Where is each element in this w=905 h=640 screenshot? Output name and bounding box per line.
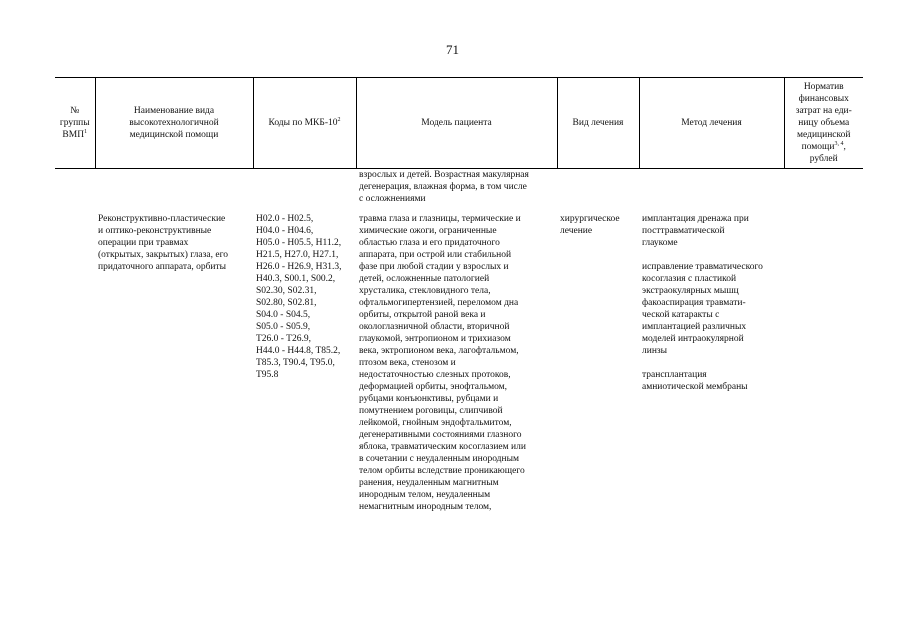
cell-cost	[784, 213, 863, 513]
header-text-line: медицинской помощи	[129, 130, 219, 140]
header-treatment-type	[557, 78, 639, 169]
cell-treatment	[557, 169, 639, 214]
cell-text-line: H21.5, H27.0, H27.1,	[256, 250, 339, 260]
cell-text-line: инородным телом, неудаленным	[359, 490, 491, 500]
cell-text-line: детей, осложненные патологией	[359, 274, 490, 284]
header-text-line: высокотехнологичной	[129, 118, 219, 128]
cell-text-line: офтальмогипертензией, переломом дна	[359, 298, 519, 308]
method-text-line: экстраокулярных мышц	[642, 286, 739, 296]
header-text-line: затрат на еди-	[795, 106, 852, 116]
header-text-line: медицинской	[797, 130, 851, 140]
cell-text-line: века, эктропионом века, лагофтальмом,	[359, 346, 519, 356]
header-treatment-method	[639, 78, 784, 169]
cell-text-line: H05.0 - H05.5, H11.2,	[256, 238, 342, 248]
cell-text-line: S04.0 - S04.5,	[256, 310, 311, 320]
cell-text-line: травма глаза и глазницы, термические и	[359, 214, 521, 224]
cell-text-line: и оптико-реконструктивные	[98, 226, 212, 236]
cell-text-line: S02.30, S02.31,	[256, 286, 317, 296]
cell-method	[639, 169, 784, 214]
cell-text-line: (открытых, закрытых) глаза, его	[98, 250, 228, 260]
cell-text-line: орбиты, открытой раной века и	[359, 310, 486, 320]
cell-text-line: деформацией орбиты, энофтальмом,	[359, 382, 508, 392]
footnote-marker: 2	[337, 116, 341, 123]
cell-text-line: дегенерация, влажная форма, в том числе	[359, 182, 527, 192]
method-text-line: имплантацией различных	[642, 322, 747, 332]
header-cost-standard	[784, 78, 863, 169]
cell-text-line: хирургическое	[560, 214, 620, 224]
header-text-line: Метод лечения	[681, 118, 742, 128]
cell-text-line: в сочетании с неудаленным инородным	[359, 454, 519, 464]
cell-text-line: рубцами конъюнктивы, рубцами и	[359, 394, 499, 404]
cell-text-line: T85.3, T90.4, T95.0,	[256, 358, 335, 368]
cell-text-line: H04.0 - H04.6,	[256, 226, 314, 236]
cell-text-line: операции при травмах	[98, 238, 189, 248]
cell-text-line: фазе при любой стадии у взрослых и	[359, 262, 509, 272]
cell-text-line: S02.80, S02.81,	[256, 298, 317, 308]
cell-text-line: телом орбиты вследствие проникающего	[359, 466, 525, 476]
cell-treatment	[557, 213, 639, 513]
method-text-line: трансплантация	[642, 370, 707, 380]
page-number: 71	[446, 42, 459, 57]
header-text-line: Вид лечения	[572, 118, 624, 128]
header-patient-model	[356, 78, 557, 169]
footnote-marker: 3, 4	[834, 140, 844, 147]
cell-text-line: яблока, травматическим косоглазием или	[359, 442, 526, 452]
cell-text-line: с осложнениями	[359, 194, 426, 204]
method-text-line: амниотической мембраны	[642, 382, 748, 392]
cell-text-line: S05.0 - S05.9,	[256, 322, 311, 332]
cell-text-line: химические ожоги, ограниченные	[359, 226, 497, 236]
header-text-line: ВМП$^1$	[62, 128, 88, 140]
cell-text-line: H26.0 - H26.9, H31.3,	[256, 262, 342, 272]
footnote-marker: 1	[84, 128, 88, 135]
header-text-line: Модель пациента	[421, 118, 492, 128]
cell-codes	[253, 213, 356, 513]
vmp-table	[55, 77, 863, 513]
paragraph-gap	[642, 357, 781, 369]
cell-text-line: помутнением роговицы, слипчивой	[359, 406, 503, 416]
cell-text-line: дегенеративными состояниями глазного	[359, 430, 522, 440]
cell-text-line: Реконструктивно-пластические	[98, 214, 226, 224]
cell-text-line: областью глаза и его придаточного	[359, 238, 500, 248]
cell-model	[356, 213, 557, 513]
cell-group	[55, 169, 95, 214]
header-text-line: рублей	[809, 154, 838, 164]
method-text-line: посттравматической	[642, 226, 725, 236]
cell-name	[95, 169, 253, 214]
header-text-line: Норматив	[803, 82, 844, 92]
cell-text-line: глаукомой, энтропионом и трихиазом	[359, 334, 511, 344]
cell-cost	[784, 169, 863, 214]
header-text-line: группы	[59, 118, 90, 128]
cell-text-line: лейкомой, гнойным эндофтальмитом,	[359, 418, 512, 428]
cell-text-line: ранения, неудаленным магнитным	[359, 478, 499, 488]
cell-codes	[253, 169, 356, 214]
method-text-line: исправление травматического	[642, 262, 763, 272]
header-text-line: ницу объема	[798, 118, 850, 128]
cell-text-line: H44.0 - H44.8, T85.2,	[256, 346, 341, 356]
header-text-line: помощи$^{3, 4}$,	[801, 140, 846, 152]
cell-model	[356, 169, 557, 214]
method-text-line: косоглазия с пластикой	[642, 274, 737, 284]
header-icd-codes	[253, 78, 356, 169]
cell-text-line: взрослых и детей. Возрастная макулярная	[359, 170, 529, 180]
header-row	[55, 78, 863, 169]
method-text-line: имплантация дренажа при	[642, 214, 749, 224]
cell-text-line: недостаточностью слезных протоков,	[359, 370, 511, 380]
method-text-line: глаукоме	[642, 238, 678, 248]
header-text-line: Наименование вида	[133, 106, 215, 116]
cell-text-line: H40.3, S00.1, S00.2,	[256, 274, 336, 284]
method-text-line: ческой катаракты с	[642, 310, 720, 320]
cell-text-line: птозом века, стенозом и	[359, 358, 456, 368]
paragraph-gap	[642, 249, 781, 261]
cell-text-line: немагнитным инородным телом,	[359, 502, 492, 512]
cell-text-line: лечение	[560, 226, 593, 236]
table-row-continuation	[55, 169, 863, 214]
method-text-line: факоаспирация травмати-	[642, 298, 746, 308]
cell-text-line: H02.0 - H02.5,	[256, 214, 314, 224]
header-text-line: финансовых	[798, 94, 849, 104]
method-text-line: моделей интраокулярной	[642, 334, 744, 344]
cell-text-line: T26.0 - T26.9,	[256, 334, 311, 344]
method-text-line: линзы	[642, 346, 668, 356]
header-text-line: №	[70, 106, 80, 116]
header-care-type	[95, 78, 253, 169]
cell-text-line: окологлазничной области, вторичной	[359, 322, 510, 332]
table-row	[55, 213, 863, 513]
cell-method	[639, 213, 784, 513]
cell-text-line: аппарата, при острой или стабильной	[359, 250, 512, 260]
cell-text-line: T95.8	[256, 370, 279, 380]
cell-group	[55, 213, 95, 513]
header-text-line: Коды по МКБ-$10^2$	[268, 116, 341, 128]
cell-text-line: придаточного аппарата, орбиты	[98, 262, 227, 272]
cell-text-line: хрусталика, стекловидного тела,	[359, 286, 491, 296]
header-group-number	[55, 78, 95, 169]
cell-name	[95, 213, 253, 513]
